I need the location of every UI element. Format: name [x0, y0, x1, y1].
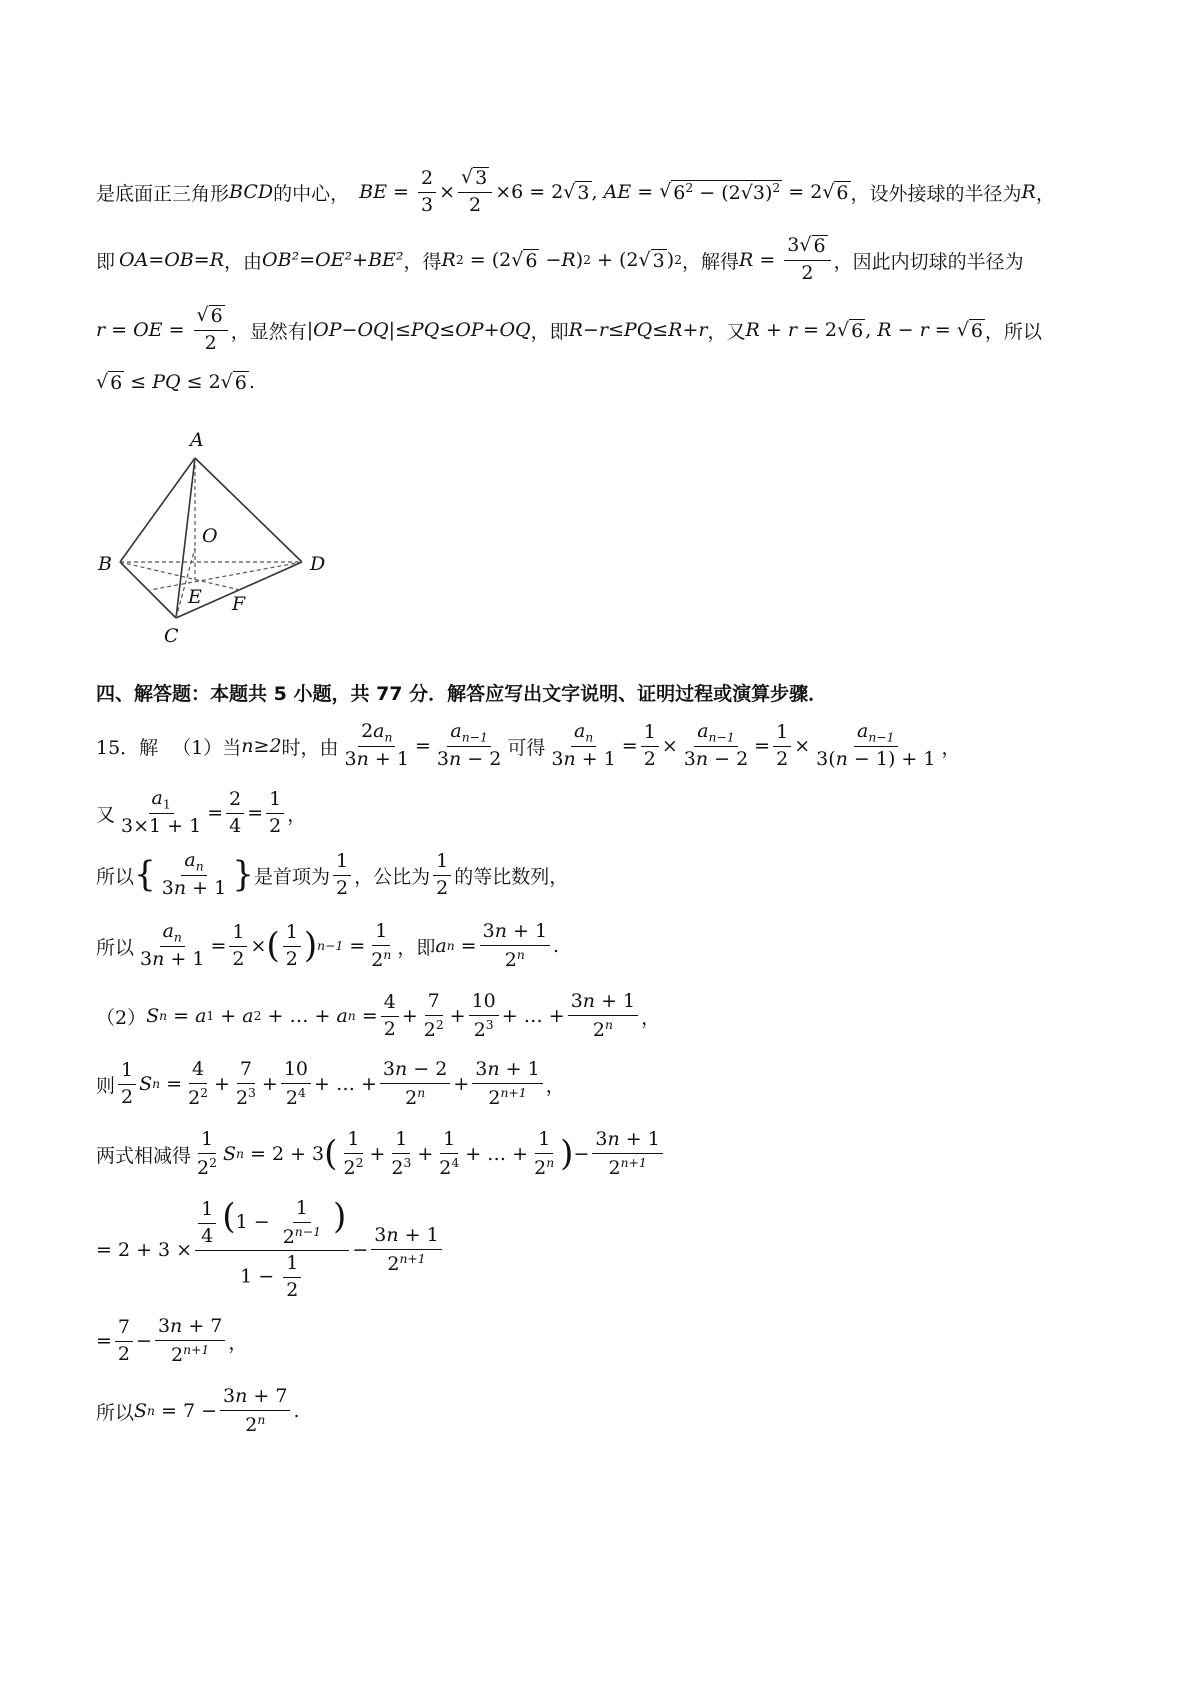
problem15-line-4: 所以 $\frac{a_n}{3n + 1}$ = $\frac{1}{2}$ × ( $\frac{1}{2}$ ) n−1 = $\frac{1}{2^n}$ ，即 a n = $\frac{3n + 1}{2^n}$ . [96, 919, 560, 971]
problem15-line-5: （2） S n = a 1 + a 2 + … + a n = $\frac{4}{2}$ + $\frac{7}{2^2}$ + $\frac{10}{2^3}$ + … + $\frac{3n + 1}{2^n}$ ， [96, 989, 661, 1041]
fraction: √ 3 2 [458, 167, 492, 217]
text-segment: ，所以 [984, 320, 1042, 343]
text-segment: ，公比为 [354, 865, 431, 888]
text-segment: ，即 [530, 320, 569, 343]
text-segment: （2） [96, 1006, 147, 1029]
vertex-label-a: A [190, 429, 204, 451]
text-segment: 则 [96, 1074, 116, 1097]
text-segment: 是首项为 [253, 865, 330, 888]
math-var: BE [359, 181, 387, 203]
text-segment: ，因此内切球的半径为 [833, 250, 1024, 273]
text-segment: . [248, 371, 255, 393]
text-segment: 是底面正三角形 [96, 182, 230, 205]
vertex-label-b: B [98, 553, 112, 575]
text-segment: 所以 [96, 936, 135, 959]
fraction: √ 6 2 [194, 305, 228, 355]
math-var: R [1021, 181, 1036, 203]
sqrt-expression: √ $6^2 - (2√3)^2$ [659, 180, 781, 204]
text-segment: 可得 [507, 736, 546, 759]
text-segment: 两式相减得 [96, 1144, 192, 1167]
text-segment: ， [545, 1074, 565, 1097]
text-segment: ，设外接球的半径为 [850, 182, 1022, 205]
math-expr: n≥2 [241, 735, 282, 757]
text-segment: ， [941, 736, 961, 759]
text-segment: ，即 [397, 936, 436, 959]
point-label-e: E [188, 586, 202, 608]
text-segment: . [553, 935, 560, 957]
point-label-o: O [202, 525, 218, 547]
tetrahedron-figure [90, 420, 350, 650]
text-segment: ， [641, 1006, 661, 1029]
text-segment: ，由 [224, 250, 263, 273]
text-segment: ，解得 [681, 250, 739, 273]
solution-line-2: 即 OA=OB=R ，由 OB²=OE²+BE² ，得 R 2 = (2 √ 6 − R ) 2 + (2 √ 3 ) 2 ，解得 R = 3 √ 6 2 ，因此内切球的半径为 [96, 234, 1024, 284]
problem15-line-6: 则 $\frac{1}{2}$ S n = $\frac{4}{2^2}$ + $\frac{7}{2^3}$ + $\frac{10}{2^4}$ + … + $\frac{3n - 2}{2^n}$ + $\frac{3n + 1}{2^{n+1}}$ ， [96, 1057, 565, 1109]
math-expr: |OP−OQ|≤PQ≤OP+OQ [306, 319, 531, 341]
text-segment: （1）当 [172, 736, 242, 759]
problem15-line-3: 所以 { $\frac{a_n}{3n + 1}$ } 是首项为 $\frac{1}{2}$ ，公比为 $\frac{1}{2}$ 的等比数列， [96, 848, 569, 900]
text-segment: ，显然有 [230, 320, 307, 343]
problem15-line-8: = 2 + 3 × $\frac{1}{4}$ (1 − $\frac{1}{2^{n-1}}$ ) 1 − $\frac{1}{2}$ − $\frac{3n + 1}{2^{n+1}}$ [96, 1196, 1140, 1304]
text-segment: 即 [96, 250, 116, 273]
text-segment: ， [287, 803, 307, 826]
problem15-line-10: 所以 S n = 7 − $\frac{3n + 7}{2^n}$ . [96, 1384, 300, 1436]
text-segment: 又 [96, 803, 116, 826]
text-segment: 所以 [96, 865, 135, 888]
math-var: AE [603, 181, 632, 203]
solution-line-3: r = OE = √ 6 2 ，显然有 |OP−OQ|≤PQ≤OP+OQ ，即 R−r≤PQ≤R+r ，又 R + r = 2 √ 6 , R − r = √ 6 ，所以 [96, 304, 1042, 354]
solution-line-1: 是底面正三角形 BCD 的中心， BE = $\frac{2}{3}$ × √ 3 2 ×6 = 2 √ 3 , AE = √ $6^2 - (2√3)^2$ = 2 √ 6 ，设外接球的半径为 R ， [96, 166, 1055, 216]
text-segment: ，得 [403, 250, 442, 273]
fraction: $\frac{2}{3}$ [418, 168, 436, 217]
problem-number: 15．解 [96, 736, 159, 759]
point-label-f: F [232, 593, 246, 615]
vertex-label-d: D [310, 553, 326, 575]
problem15-line-7: 两式相减得 $\frac{1}{2^2}$ S n = 2 + 3 ( $\frac{1}{2^2}$ + $\frac{1}{2^3}$ + $\frac{1}{2^4}$ + … + $\frac{1}{2^n}$ ) − $\frac{3n + 1}{2^{n+1}}$ [96, 1118, 1140, 1190]
text-segment: ， [1035, 182, 1055, 205]
problem15-line-1: 15．解 （1）当 n≥2 时，由 $\frac{2a_n}{3n + 1}$ = $\frac{a_{n-1}}{3n - 2}$ 可得 $\frac{a_n}{3n + 1}$ = $\frac{1}{2}$ × $\frac{a_{n-1}}{3n - 2}$ = $\frac{1}{2}$ × $\frac{a_{n-1}}{3(n - 1) + 1}$ ， [96, 719, 961, 771]
section-heading: 四、解答题：本题共 5 小题，共 77 分．解答应写出文字说明、证明过程或演算步骤． [96, 682, 828, 705]
text-segment: 时，由 [281, 736, 339, 759]
math-var: BCD [229, 181, 274, 203]
text-segment: . [293, 1400, 300, 1422]
math-expr: R−r≤PQ≤R+r [568, 319, 708, 341]
vertex-label-c: C [164, 625, 179, 647]
problem15-line-2: 又 $\frac{a_1}{3\times 1 + 1}$ = $\frac{2}{4}$ = $\frac{1}{2}$ ， [96, 786, 307, 838]
fraction: 3 √ 6 2 [784, 235, 830, 285]
text-segment: ， [228, 1331, 248, 1354]
solution-line-4: √ 6 ≤ PQ ≤ 2 √ 6 . [96, 370, 255, 394]
math-expr: OB²=OE²+BE² [262, 249, 404, 271]
text-segment: 所以 [96, 1401, 135, 1424]
text-segment: ，又 [707, 320, 746, 343]
text-segment: 的等比数列， [454, 865, 569, 888]
problem15-line-9: = $\frac{7}{2}$ − $\frac{3n + 7}{2^{n+1}}$ ， [96, 1314, 248, 1366]
math-expr: OA=OB=R [119, 249, 224, 271]
text-segment: 的中心， [273, 182, 350, 205]
